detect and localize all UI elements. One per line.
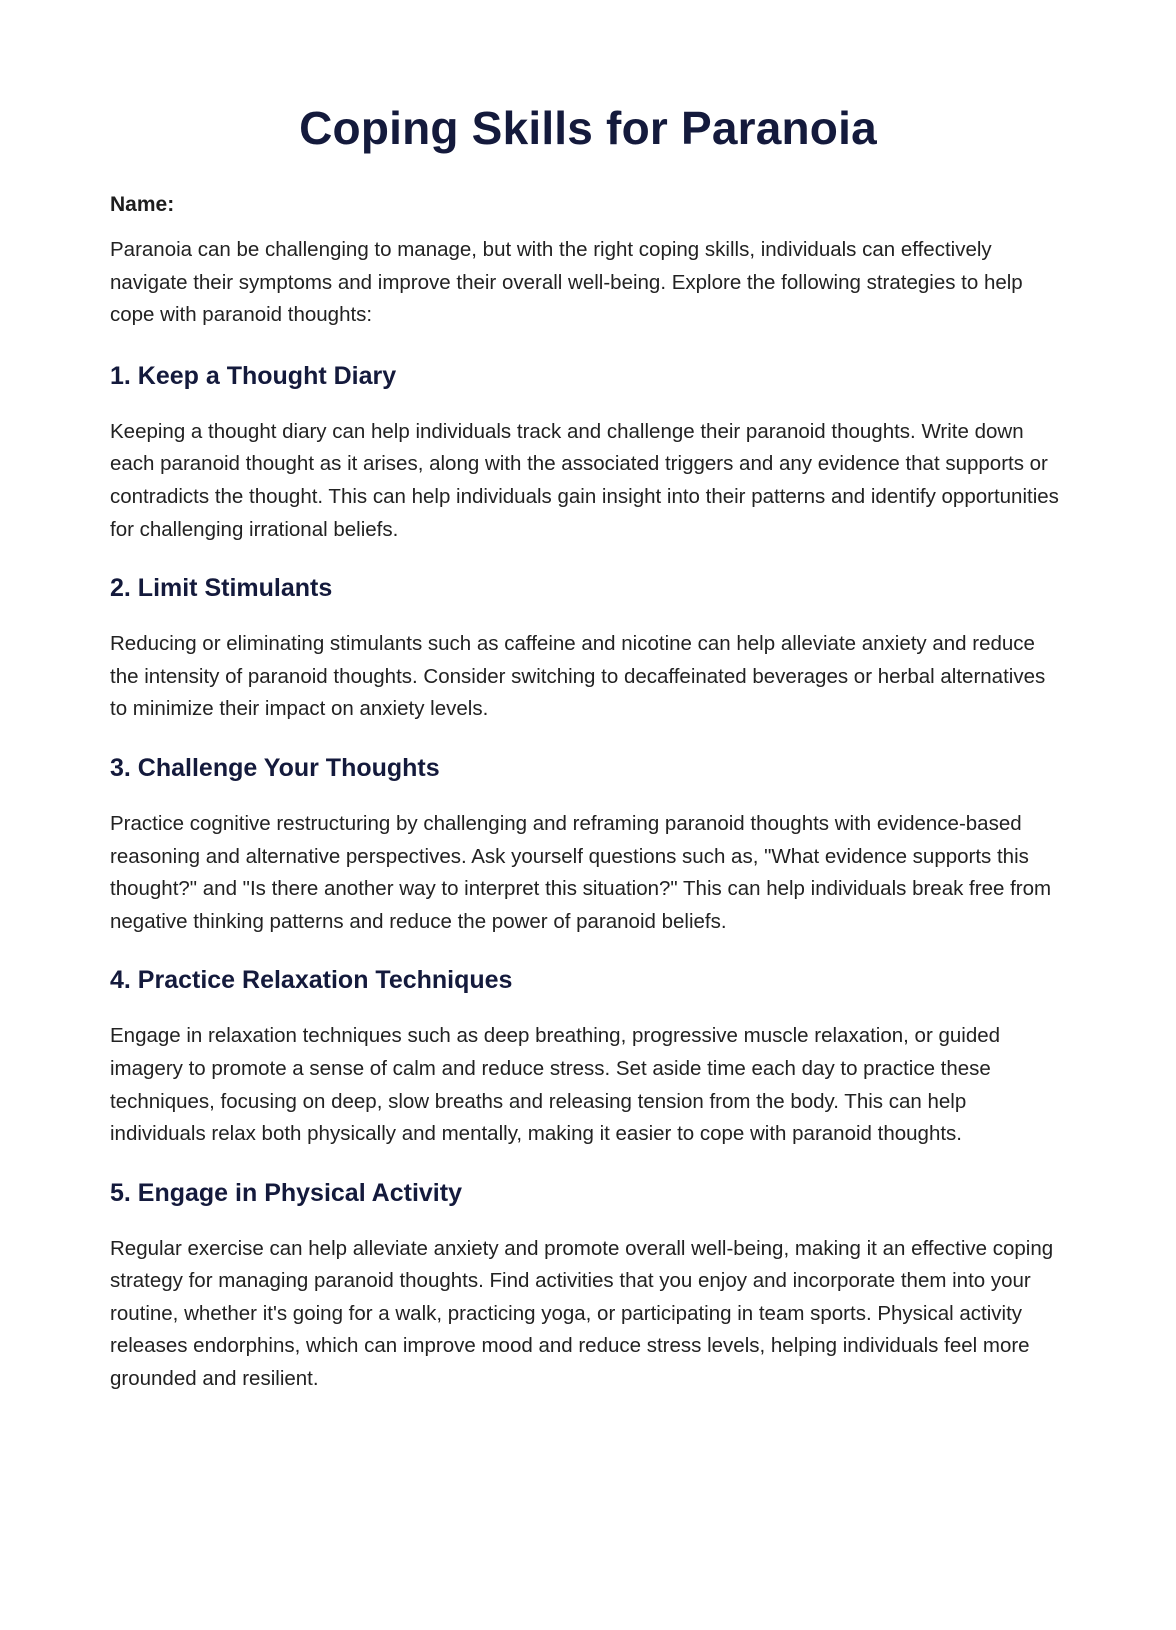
section-heading-challenge-thoughts: 3. Challenge Your Thoughts: [110, 753, 440, 782]
name-label: Name:: [110, 193, 175, 216]
section-heading-relaxation: 4. Practice Relaxation Techniques: [110, 966, 513, 995]
section-body-physical-activity: Regular exercise can help alleviate anxiety and promote overall well-being, making it an effective coping strategy for managing paranoid thoughts. Find activities that you enjoy and incorporate them into your routine, whether it's going for a walk, practicing yoga, or participating in team sports. Physical activity releases endorphins, which can improve mood and reduce stress levels, helping individuals feel more grounded and resilient.: [110, 1236, 1054, 1391]
section-body-challenge-thoughts: Practice cognitive restructuring by challenging and reframing paranoid thoughts with evidence-based reasoning and alternative perspectives. Ask yourself questions such as, "What evidence supports this thought?" and "Is there another way to interpret this situation?" This can help individuals break free from negative thinking patterns and reduce the power of paranoid beliefs.: [110, 811, 1052, 933]
page-title: Coping Skills for Paranoia: [299, 102, 877, 154]
section-heading-limit-stimulants: 2. Limit Stimulants: [110, 574, 333, 603]
section-body-thought-diary: Keeping a thought diary can help individuals track and challenge their paranoid thoughts. Write down each paranoid thought as it arises, along with the associated triggers and any evidence that supports or contradicts the thought. This can help individuals gain insight into their patterns and identify opportunities for challenging irrational beliefs.: [110, 419, 1059, 541]
section-body-limit-stimulants: Reducing or eliminating stimulants such as caffeine and nicotine can help alleviate anxiety and reduce the intensity of paranoid thoughts. Consider switching to decaffeinated beverages or herbal alternatives to minimize their impact on anxiety levels.: [110, 632, 1046, 721]
section-body-relaxation: Engage in relaxation techniques such as deep breathing, progressive muscle relaxation, or guided imagery to promote a sense of calm and reduce stress. Set aside time each day to practice these techniques, focusing on deep, slow breaths and releasing tension from the body. This can help individuals relax both physically and mentally, making it easier to cope with paranoid thoughts.: [110, 1024, 1001, 1146]
section-heading-physical-activity: 5. Engage in Physical Activity: [110, 1178, 462, 1207]
intro-paragraph: Paranoia can be challenging to manage, but with the right coping skills, individuals can effectively navigate their symptoms and improve their overall well-being. Explore the following strategies to help cope with paranoid thoughts:: [110, 238, 1023, 327]
name-field: [110, 190, 1066, 220]
section-heading-thought-diary: 1. Keep a Thought Diary: [110, 361, 397, 390]
